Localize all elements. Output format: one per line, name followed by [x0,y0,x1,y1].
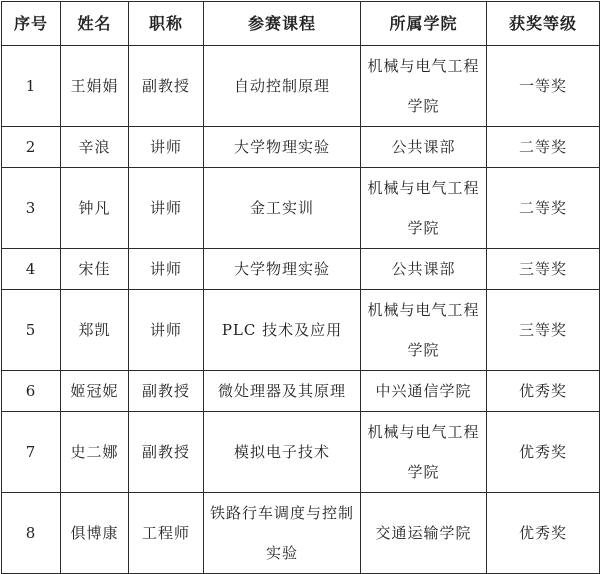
cell-no: 7 [2,412,61,493]
cell-name: 钟凡 [61,168,129,249]
cell-no: 1 [2,46,61,127]
award-table [1,1,600,574]
cell-award: 二等奖 [487,168,600,249]
cell-title: 讲师 [129,168,204,249]
cell-school: 机械与电气工程学院 [361,290,487,371]
cell-title: 副教授 [129,371,204,412]
cell-award: 优秀奖 [487,412,600,493]
cell-name: 俱博康 [61,493,129,574]
table-row [2,127,600,168]
cell-school: 机械与电气工程学院 [361,168,487,249]
table-row [2,168,600,249]
cell-school: 交通运输学院 [361,493,487,574]
cell-school: 公共课部 [361,127,487,168]
cell-no: 4 [2,249,61,290]
cell-award: 优秀奖 [487,371,600,412]
header-name: 姓名 [61,2,129,46]
cell-title: 讲师 [129,127,204,168]
cell-course: 铁路行车调度与控制实验 [204,493,361,574]
table-row [2,249,600,290]
header-school: 所属学院 [361,2,487,46]
cell-title: 讲师 [129,290,204,371]
table-row [2,46,600,127]
cell-award: 优秀奖 [487,493,600,574]
cell-name: 郑凯 [61,290,129,371]
cell-title: 讲师 [129,249,204,290]
cell-award: 三等奖 [487,290,600,371]
table-row [2,371,600,412]
cell-school: 中兴通信学院 [361,371,487,412]
cell-title: 副教授 [129,46,204,127]
header-no: 序号 [2,2,61,46]
cell-course: 大学物理实验 [204,249,361,290]
cell-no: 5 [2,290,61,371]
table-header-row [2,2,600,46]
cell-no: 6 [2,371,61,412]
cell-title: 副教授 [129,412,204,493]
cell-course: 微处理器及其原理 [204,371,361,412]
cell-name: 姬冠妮 [61,371,129,412]
cell-no: 3 [2,168,61,249]
header-course: 参赛课程 [204,2,361,46]
header-title: 职称 [129,2,204,46]
cell-school: 机械与电气工程学院 [361,412,487,493]
cell-school: 机械与电气工程学院 [361,46,487,127]
cell-name: 辛浪 [61,127,129,168]
cell-name: 宋佳 [61,249,129,290]
cell-award: 一等奖 [487,46,600,127]
header-award: 获奖等级 [487,2,600,46]
table-row [2,412,600,493]
cell-school: 公共课部 [361,249,487,290]
cell-no: 2 [2,127,61,168]
cell-course: 金工实训 [204,168,361,249]
cell-name: 史二娜 [61,412,129,493]
table-row [2,290,600,371]
cell-course: 自动控制原理 [204,46,361,127]
cell-course: PLC 技术及应用 [204,290,361,371]
table-row [2,493,600,574]
cell-no: 8 [2,493,61,574]
cell-name: 王娟娟 [61,46,129,127]
cell-title: 工程师 [129,493,204,574]
cell-course: 模拟电子技术 [204,412,361,493]
cell-award: 二等奖 [487,127,600,168]
cell-course: 大学物理实验 [204,127,361,168]
cell-award: 三等奖 [487,249,600,290]
